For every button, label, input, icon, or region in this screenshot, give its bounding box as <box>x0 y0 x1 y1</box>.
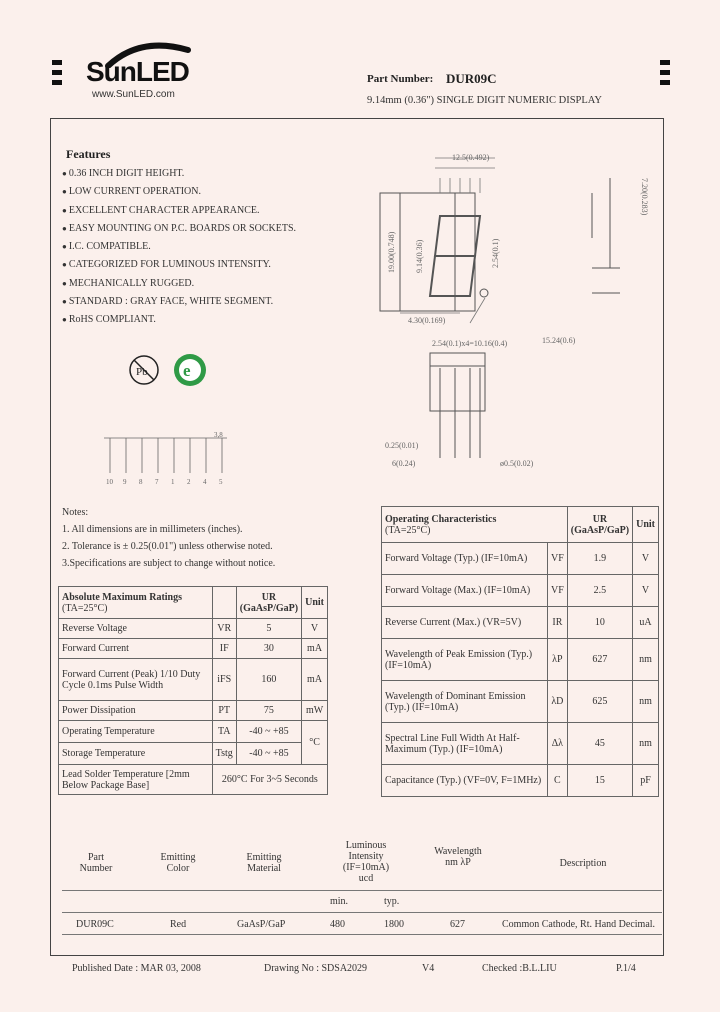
circuit-com: 3,8 <box>214 431 223 439</box>
abs-max-title: Absolute Maximum Ratings (TA=25°C) <box>59 587 213 619</box>
abs-val: 260°C For 3~5 Seconds <box>212 765 327 795</box>
op-param: Capacitance (Typ.) (VF=0V, F=1MHz) <box>382 765 548 797</box>
pt-material: GaAsP/GaP <box>237 919 286 930</box>
abs-param: Power Dissipation <box>59 701 213 721</box>
op-param: Spectral Line Full Width At Half-Maximum (Typ.) (IF=10mA) <box>382 723 548 765</box>
pt-header-intensity: Luminous Intensity (IF=10mA) ucd <box>342 840 390 884</box>
abs-val: 160 <box>236 659 301 701</box>
abs-unit: mA <box>302 639 328 659</box>
op-unit: pF <box>633 765 659 797</box>
op-sym: λD <box>547 681 567 723</box>
circuit-pin: 9 <box>123 478 127 486</box>
abs-sym: PT <box>212 701 236 721</box>
circuit-diagram <box>92 428 242 488</box>
abs-unit: °C <box>302 721 328 765</box>
op-unit: uA <box>633 607 659 639</box>
op-unit: nm <box>633 681 659 723</box>
abs-param: Forward Current <box>59 639 213 659</box>
dim-bottom: 4.30(0.169) <box>408 316 446 325</box>
dim-depth: 7.20(0.283) <box>640 178 649 216</box>
op-val: 45 <box>567 723 632 765</box>
abs-val: 30 <box>236 639 301 659</box>
feature-item: ● STANDARD : GRAY FACE, WHITE SEGMENT. <box>62 293 296 311</box>
dim-digit: 9.14(0.36) <box>415 239 424 273</box>
dim-pitch: 15.24(0.6) <box>542 336 576 345</box>
part-number: DUR09C <box>446 71 497 86</box>
abs-sym: IF <box>212 639 236 659</box>
op-sym: VF <box>547 543 567 575</box>
footer-published: Published Date : MAR 03, 2008 <box>72 963 201 974</box>
pt-divider <box>62 912 662 913</box>
op-param: Wavelength of Dominant Emission (Typ.) (IF=10mA) <box>382 681 548 723</box>
op-col-unit: Unit <box>633 507 659 543</box>
op-char-title: Operating Characteristics (TA=25°C) <box>382 507 568 543</box>
op-param: Wavelength of Peak Emission (Typ.) (IF=10mA) <box>382 639 548 681</box>
note-item: 1. All dimensions are in millimeters (inches). <box>62 524 243 535</box>
circuit-pin: 2 <box>187 478 191 486</box>
pt-color: Red <box>170 919 187 930</box>
pt-sub-min: min. <box>330 896 349 907</box>
pt-header-color: Emitting Color <box>160 852 196 874</box>
pt-divider <box>62 934 662 935</box>
feature-item: ● MECHANICALLY RUGGED. <box>62 275 296 293</box>
op-sym: λP <box>547 639 567 681</box>
op-val: 15 <box>567 765 632 797</box>
op-unit: nm <box>633 639 659 681</box>
abs-val: -40 ~ +85 <box>236 743 301 765</box>
footer-drawing: Drawing No : SDSA2029 <box>264 963 368 974</box>
abs-param: Storage Temperature <box>59 743 213 765</box>
dim-width: 12.5(0.492) <box>452 153 490 162</box>
pt-header-material: Emitting Material <box>246 852 282 874</box>
op-char-table <box>381 506 659 797</box>
op-val: 1.9 <box>567 543 632 575</box>
op-sym: IR <box>547 607 567 639</box>
abs-param: Lead Solder Temperature [2mm Below Package Base] <box>59 765 213 795</box>
pt-min: 480 <box>330 919 345 930</box>
abs-max-col-ur: UR (GaAsP/GaP) <box>236 587 301 619</box>
feature-item: ● EXCELLENT CHARACTER APPEARANCE. <box>62 202 296 220</box>
pt-part: DUR09C <box>76 919 114 930</box>
op-val: 627 <box>567 639 632 681</box>
feature-item: ● 0.36 INCH DIGIT HEIGHT. <box>62 165 296 183</box>
circuit-pin: 10 <box>106 478 113 486</box>
pt-typ: 1800 <box>384 919 404 930</box>
note-item: 3.Specifications are subject to change without notice. <box>62 558 276 569</box>
part-number-label: Part Number: <box>367 73 434 85</box>
pt-sub-typ: typ. <box>384 896 400 907</box>
feature-item: ● RoHS COMPLIANT. <box>62 311 296 329</box>
dim-lead-len: 6(0.24) <box>392 459 416 468</box>
circuit-pin: 5 <box>219 478 223 486</box>
subtitle: 9.14mm (0.36") SINGLE DIGIT NUMERIC DISPLAY <box>367 95 602 106</box>
abs-val: 75 <box>236 701 301 721</box>
circuit-pin: 1 <box>171 478 175 486</box>
note-item: 2. Tolerance is ± 0.25(0.01") unless otherwise noted. <box>62 541 273 552</box>
features-title: Features <box>66 147 111 161</box>
abs-max-table <box>58 586 328 795</box>
package-drawing <box>370 138 660 488</box>
footer-version: V4 <box>422 963 435 974</box>
feature-item: ● EASY MOUNTING ON P.C. BOARDS OR SOCKETS. <box>62 220 296 238</box>
pt-header-part: Part Number <box>79 852 113 874</box>
op-val: 2.5 <box>567 575 632 607</box>
right-marker <box>660 60 670 85</box>
pt-header-description: Description <box>559 858 607 869</box>
circuit-pin: 7 <box>155 478 159 486</box>
feature-item: ● LOW CURRENT OPERATION. <box>62 183 296 201</box>
pb-label: Pb <box>136 366 148 378</box>
op-unit: V <box>633 575 659 607</box>
abs-val: 5 <box>236 619 301 639</box>
abs-param: Reverse Voltage <box>59 619 213 639</box>
logo-text: SunLED <box>86 56 189 87</box>
front-view <box>380 193 488 311</box>
abs-sym: Tstg <box>212 743 236 765</box>
dim-pin: ø0.5(0.02) <box>500 459 534 468</box>
circuit-pin: 8 <box>139 478 143 486</box>
op-param: Forward Voltage (Typ.) (IF=10mA) <box>382 543 548 575</box>
footer-page: P.1/4 <box>616 963 636 974</box>
abs-max-col-unit: Unit <box>302 587 328 619</box>
dim-height: 19.00(0.748) <box>387 231 396 273</box>
op-param: Forward Voltage (Max.) (IF=10mA) <box>382 575 548 607</box>
logo <box>80 28 200 100</box>
notes <box>62 504 275 572</box>
website[interactable]: www.SunLED.com <box>92 89 175 100</box>
op-unit: V <box>633 543 659 575</box>
rohs-e-icon <box>172 352 208 388</box>
feature-item: ● I.C. COMPATIBLE. <box>62 238 296 256</box>
dim-lead: 2.54(0.1)x4=10.16(0.4) <box>432 339 508 348</box>
bottom-view <box>430 353 485 458</box>
features-list <box>62 165 296 330</box>
circuit-pin: 4 <box>203 478 207 486</box>
feature-item: ● CATEGORIZED FOR LUMINOUS INTENSITY. <box>62 256 296 274</box>
op-unit: nm <box>633 723 659 765</box>
dim-tol: 0.25(0.01) <box>385 441 419 450</box>
pt-wl: 627 <box>450 919 465 930</box>
abs-sym: iFS <box>212 659 236 701</box>
side-view <box>592 178 620 293</box>
op-sym: C <box>547 765 567 797</box>
abs-val: -40 ~ +85 <box>236 721 301 743</box>
left-marker <box>52 60 62 85</box>
pt-header-wavelength: Wavelength nm λP <box>434 846 482 868</box>
pb-free-icon <box>128 354 160 386</box>
abs-unit: mW <box>302 701 328 721</box>
op-param: Reverse Current (Max.) (VR=5V) <box>382 607 548 639</box>
e-label: e <box>183 361 191 380</box>
abs-unit: V <box>302 619 328 639</box>
pt-desc: Common Cathode, Rt. Hand Decimal. <box>502 919 656 930</box>
abs-param: Operating Temperature <box>59 721 213 743</box>
abs-param: Forward Current (Peak) 1/10 Duty Cycle 0.1ms Pulse Width <box>59 659 213 701</box>
notes-title: Notes: <box>62 507 89 518</box>
dim-dp: 2.54(0.1) <box>491 238 500 268</box>
footer-checked: Checked :B.L.LIU <box>482 963 557 974</box>
op-val: 10 <box>567 607 632 639</box>
abs-unit: mA <box>302 659 328 701</box>
op-val: 625 <box>567 681 632 723</box>
op-col-ur: UR (GaAsP/GaP) <box>567 507 632 543</box>
abs-sym: TA <box>212 721 236 743</box>
pt-divider <box>62 890 662 891</box>
op-sym: Δλ <box>547 723 567 765</box>
abs-sym: VR <box>212 619 236 639</box>
op-sym: VF <box>547 575 567 607</box>
